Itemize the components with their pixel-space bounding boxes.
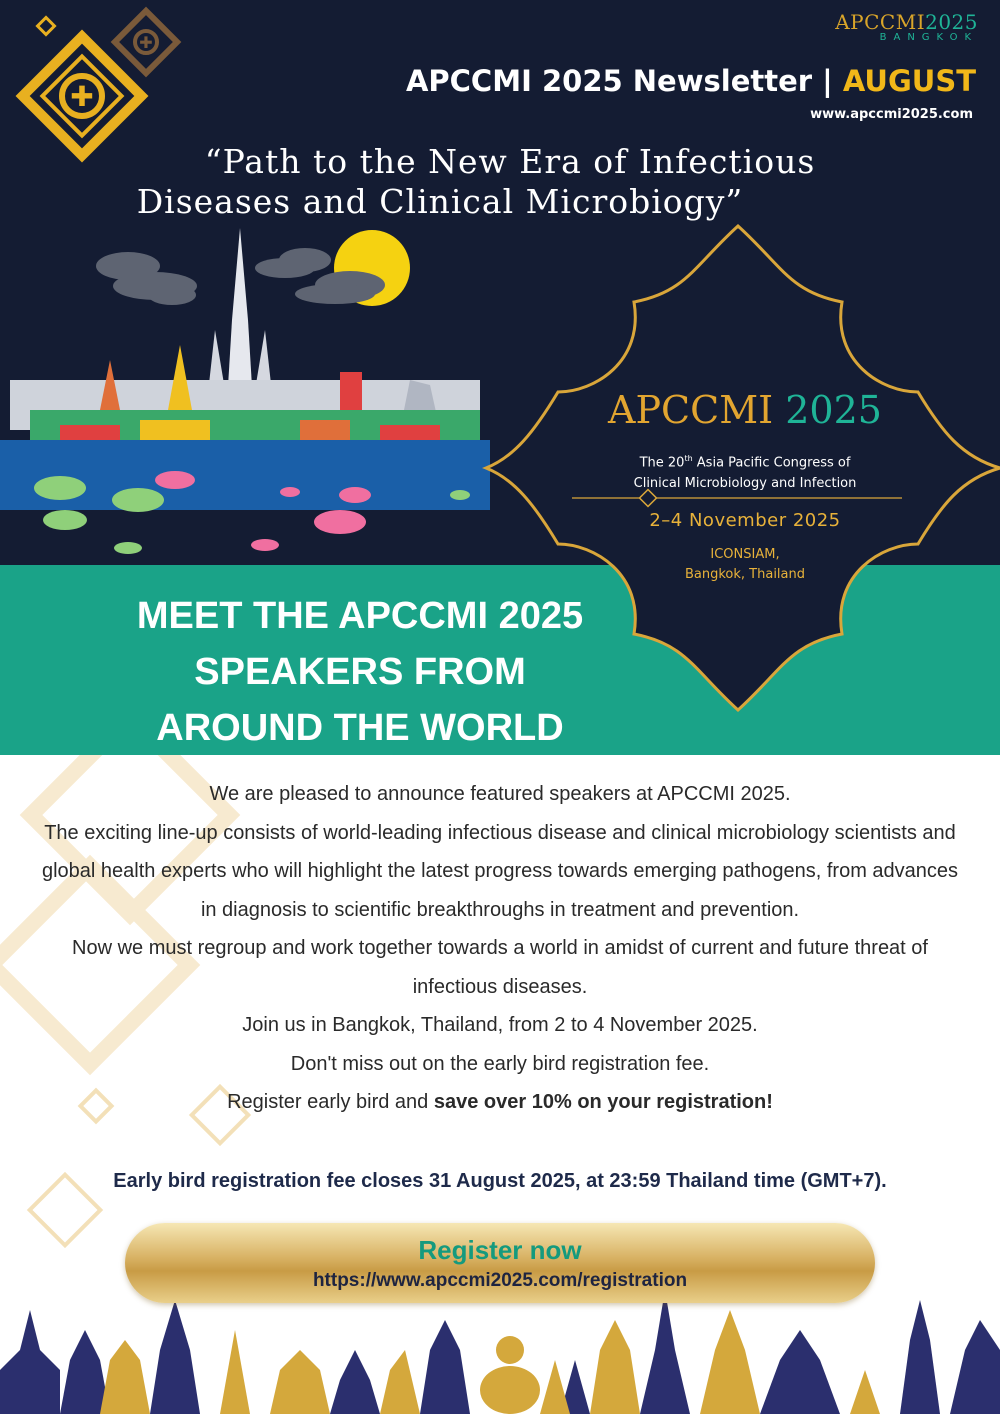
- small-diamond-icon: [38, 18, 55, 35]
- badge-venue: ICONSIAM, Bangkok, Thailand: [684, 547, 805, 582]
- speakers-heading: MEET THE APCCMI 2025 SPEAKERS FROM AROUND THE WORLD: [136, 595, 584, 749]
- register-cta-label[interactable]: Register now: [418, 1235, 582, 1265]
- badge-subtitle: The 20th Asia Pacific Congress of Clinical Microbiology and Infection: [633, 454, 857, 492]
- register-now-button[interactable]: [125, 1223, 875, 1303]
- tagline: “Path to the New Era of Infectious Diseases and Clinical Microbiogy”: [136, 142, 816, 221]
- body-paragraph: Don't miss out on the early bird registration fee.: [290, 1052, 710, 1075]
- savings-highlight: save over 10% on your registration!: [433, 1091, 773, 1113]
- svg-text:✚: ✚: [139, 33, 153, 52]
- body-paragraph: Now we must regroup and work together towards a world in amidst of current and future threat of infectious diseases.: [72, 937, 928, 998]
- website-link[interactable]: www.apccmi2025.com: [810, 107, 973, 122]
- body-paragraph: The exciting line-up consists of world-leading infectious disease and clinical microbiology scientists and global health experts who will highlight the latest progress towards emerging pathogens, from advances in diagnosis to scientific breakthroughs in treatment and prevention.: [41, 821, 959, 921]
- svg-text:✚: ✚: [70, 80, 94, 113]
- badge-dates: 2–4 November 2025: [649, 510, 841, 531]
- bangkok-temple-skyline: [10, 228, 480, 443]
- registration-link[interactable]: https://www.apccmi2025.com/registration: [312, 1270, 688, 1291]
- newsletter-title: APCCMI 2025 Newsletter | AUGUST: [405, 64, 976, 98]
- ornament-brown-icon: [115, 11, 177, 73]
- body-paragraph: We are pleased to announce featured speakers at APCCMI 2025.: [209, 783, 791, 805]
- badge-event-name: APCCMI 2025: [608, 388, 882, 432]
- early-bird-deadline: Early bird registration fee closes 31 August 2025, at 23:59 Thailand time (GMT+7).: [113, 1170, 887, 1192]
- river: [0, 440, 490, 510]
- newsletter-month: AUGUST: [842, 64, 976, 98]
- logo-city: BANGKOK: [879, 32, 978, 43]
- body-paragraph: Register early bird and save over 10% on your registration!: [227, 1091, 773, 1113]
- body-paragraph: Join us in Bangkok, Thailand, from 2 to 4 November 2025.: [242, 1014, 758, 1036]
- announcement-body: [40, 775, 960, 1122]
- temple-skyline-footer: [0, 1290, 1000, 1414]
- apccmi-logo: APCCMI2025 BANGKOK: [835, 10, 978, 43]
